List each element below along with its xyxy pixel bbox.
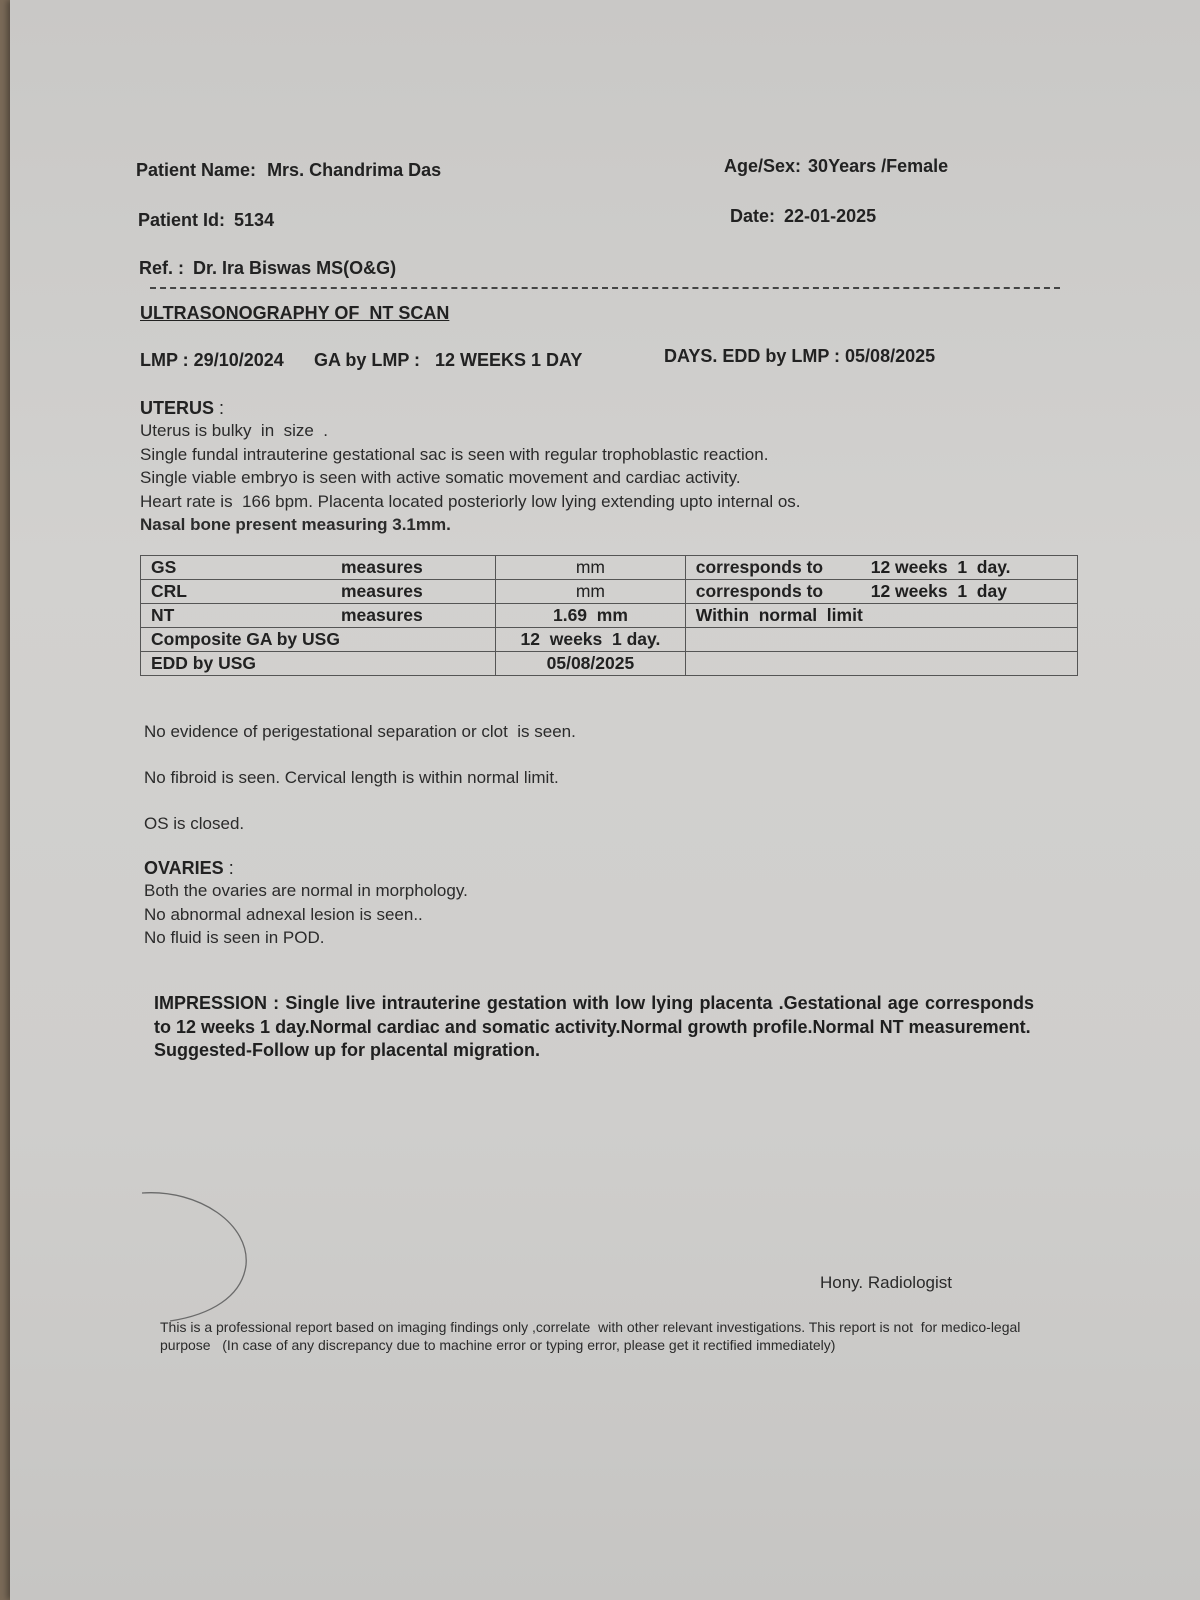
table-row xyxy=(141,628,1078,652)
patient-name: Mrs. Chandrima Das xyxy=(267,160,442,180)
patient-name-row xyxy=(136,160,441,181)
uterus-line: Single fundal intrauterine gestational sac is seen with regular trophoblastic reaction. xyxy=(140,444,769,464)
measure-value: mm xyxy=(496,580,686,604)
uterus-line: Heart rate is 166 bpm. Placenta located posteriorly low lying extending upto internal os. xyxy=(140,491,801,511)
edd-usg-value: 05/08/2025 xyxy=(496,652,686,676)
ga-by-lmp: GA by LMP : 12 WEEKS 1 DAY xyxy=(314,350,583,370)
corresponds-result: 12 weeks 1 day xyxy=(870,581,1007,601)
corresponds-label: Within normal limit xyxy=(695,605,863,625)
ovaries-line: Both the ovaries are normal in morphology. xyxy=(144,881,468,900)
signature-title: Hony. Radiologist xyxy=(820,1273,952,1292)
edd-by-lmp: DAYS. EDD by LMP : 05/08/2025 xyxy=(664,346,936,366)
patient-id: 5134 xyxy=(234,210,275,230)
uterus-line: Uterus is bulky in size . xyxy=(140,421,329,440)
table-row xyxy=(141,652,1078,676)
impression-suggestion: Suggested-Follow up for placental migration. xyxy=(154,1040,541,1060)
param-label: GS xyxy=(151,557,177,577)
age-sex-row xyxy=(724,156,948,177)
uterus-heading: UTERUS : xyxy=(140,398,225,418)
ovaries-heading: OVARIES : xyxy=(144,858,234,878)
measures-label: measures xyxy=(341,605,423,625)
patient-id-row xyxy=(138,210,274,231)
measure-value: 1.69 mm xyxy=(496,604,686,628)
ovaries-line: No abnormal adnexal lesion is seen.. xyxy=(144,904,423,924)
table-row xyxy=(141,580,1078,604)
date-row xyxy=(730,206,876,227)
measure-value: mm xyxy=(496,556,686,580)
finding-line: No fibroid is seen. Cervical length is within normal limit. xyxy=(144,768,559,787)
ovaries-line: No fluid is seen in POD. xyxy=(144,928,325,947)
ovaries-section xyxy=(144,858,844,950)
report-title: ULTRASONOGRAPHY OF NT SCAN xyxy=(140,303,450,323)
finding-line: OS is closed. xyxy=(144,814,245,833)
param-label: NT xyxy=(151,605,175,625)
signature-mark xyxy=(140,1185,260,1325)
corresponds-label: corresponds to xyxy=(695,581,824,601)
table-row xyxy=(141,556,1078,580)
param-label: CRL xyxy=(151,581,187,601)
referral-row xyxy=(139,258,396,279)
patient-id-label: Patient Id: xyxy=(138,210,226,230)
referring-doctor: Dr. Ira Biswas MS(O&G) xyxy=(193,258,397,278)
table-row xyxy=(141,604,1078,628)
composite-ga-value: 12 weeks 1 day. xyxy=(496,628,686,652)
edd-usg-label: EDD by USG xyxy=(141,652,496,676)
impression-block xyxy=(154,992,1034,1063)
finding-line: No evidence of perigestational separation or clot is seen. xyxy=(144,722,576,741)
report-date: 22-01-2025 xyxy=(784,206,877,226)
uterus-line: Single viable embryo is seen with active somatic movement and cardiac activity. xyxy=(140,468,741,487)
disclaimer: This is a professional report based on imaging findings only ,correlate with other relevant investigations. This report is not for medico-legal purpose (In case of any discrepancy due to machine error or typing error, please get it rectified immediately) xyxy=(160,1319,1025,1353)
corresponds-result: 12 weeks 1 day. xyxy=(870,557,1011,577)
measurements-table xyxy=(140,555,1078,676)
nasal-bone-finding: Nasal bone present measuring 3.1mm. xyxy=(140,515,451,534)
report-paper xyxy=(10,0,1200,1600)
age-sex: 30Years /Female xyxy=(808,156,949,176)
age-sex-label: Age/Sex: xyxy=(724,156,802,176)
lmp: LMP : 29/10/2024 xyxy=(140,350,284,370)
measures-label: measures xyxy=(341,581,423,601)
date-label: Date: xyxy=(730,206,776,226)
corresponds-label: corresponds to xyxy=(695,557,824,577)
patient-name-label: Patient Name: xyxy=(136,160,257,180)
measures-label: measures xyxy=(341,557,423,577)
ref-label: Ref. : xyxy=(139,258,184,278)
header-divider xyxy=(150,287,1060,289)
impression-text: IMPRESSION : Single live intrauterine gestation with low lying placenta .Gestational age corresponds to 12 weeks 1 day.Normal cardiac and somatic activity.Normal growth profile.Normal NT measurement. xyxy=(154,993,1034,1037)
composite-ga-label: Composite GA by USG xyxy=(141,628,496,652)
uterus-section xyxy=(140,398,1040,537)
